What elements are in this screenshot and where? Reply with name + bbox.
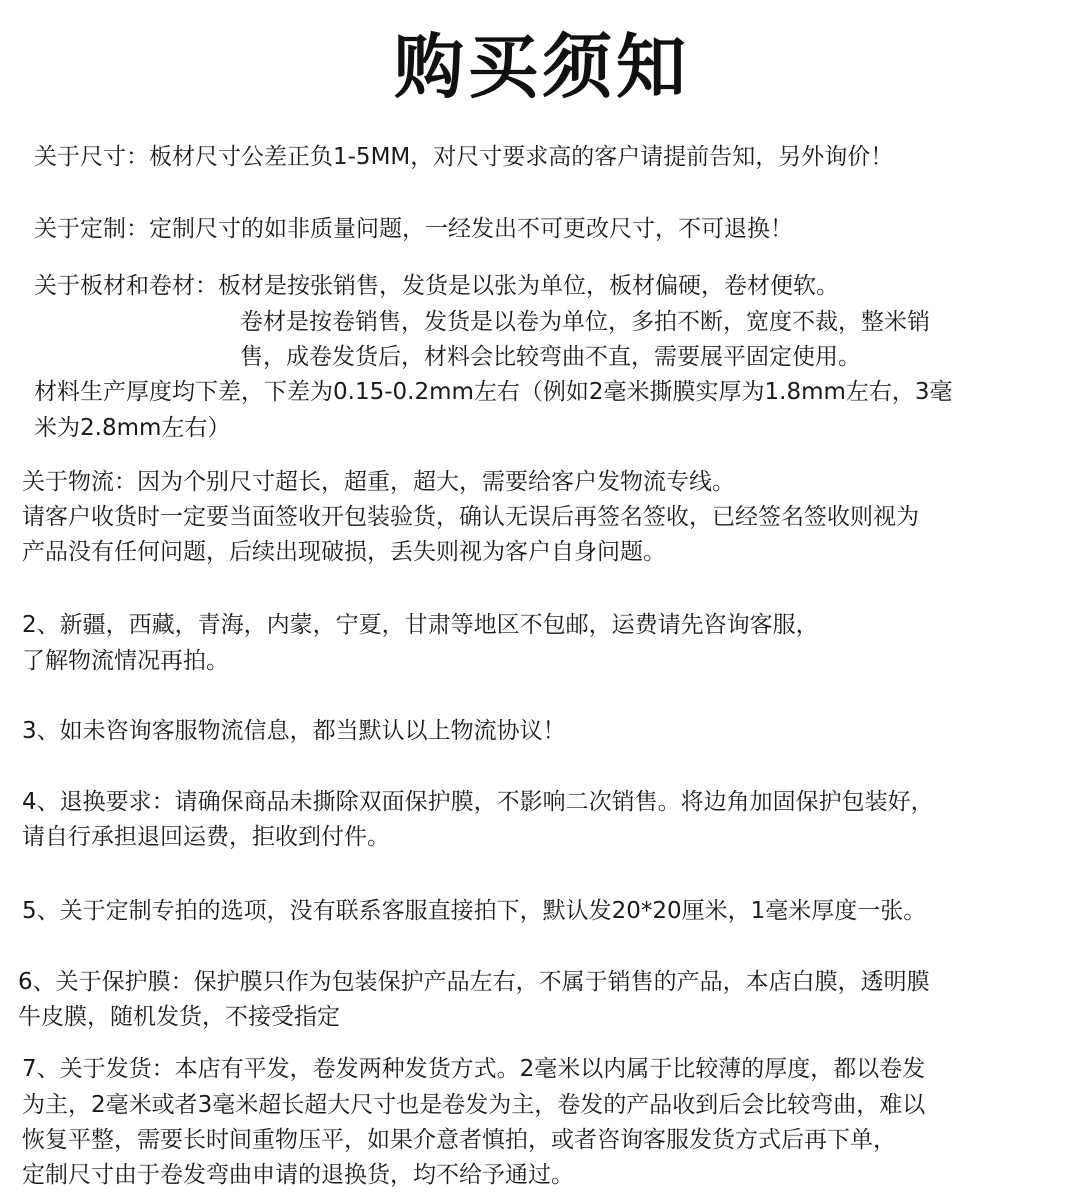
logistics-notice <box>22 466 735 498</box>
size-label: 关于尺寸： <box>34 144 149 170</box>
size-text: 板材尺寸公差正负1-5MM，对尺寸要求高的客户请提前告知，另外询价！ <box>149 144 894 170</box>
thickness-line-1: 材料生产厚度均下差，下差为0.15-0.2mm左右（例如2毫米撕膜实厚为1.8mm左右，3毫 <box>34 379 953 405</box>
item-2-line-1: 2、新疆，西藏，青海，内蒙，宁夏，甘肃等地区不包邮，运费请先咨询客服， <box>22 612 819 638</box>
item-7-line-1: 7、关于发货：本店有平发，卷发两种发货方式。2毫米以内属于比较薄的厚度，都以卷发 <box>22 1056 926 1082</box>
custom-notice <box>34 213 793 245</box>
item-2-line-2: 了解物流情况再拍。 <box>22 648 229 674</box>
sheet-roll-label: 关于板材和卷材： <box>34 273 218 299</box>
sheet-roll-line-2: 卷材是按卷销售，发货是以卷为单位，多拍不断，宽度不裁，整米销 <box>240 309 930 335</box>
item-7-line-3: 恢复平整，需要长时间重物压平，如果介意者慎拍，或者咨询客服发货方式后再下单， <box>22 1127 896 1153</box>
logistics-line-2: 请客户收货时一定要当面签收开包装验货，确认无误后再签名签收，已经签名签收则视为 <box>22 504 919 530</box>
thickness-line-2: 米为2.8mm左右） <box>34 415 231 441</box>
custom-text: 定制尺寸的如非质量问题，一经发出不可更改尺寸，不可退换！ <box>149 216 793 242</box>
item-7-line-4: 定制尺寸由于卷发弯曲申请的退换货，均不给予通过。 <box>22 1162 574 1188</box>
custom-label: 关于定制： <box>34 216 149 242</box>
logistics-line-1: 因为个别尺寸超长，超重，超大，需要给客户发物流专线。 <box>137 469 735 495</box>
sheet-roll-line-3: 售，成卷发货后，材料会比较弯曲不直，需要展平固定使用。 <box>240 344 861 370</box>
item-4-line-1: 4、退换要求：请确保商品未撕除双面保护膜，不影响二次销售。将边角加固保护包装好， <box>22 789 934 815</box>
page-title: 购买须知 <box>394 26 690 108</box>
item-6-line-1: 6、关于保护膜：保护膜只作为包装保护产品左右，不属于销售的产品，本店白膜，透明膜 <box>18 969 930 995</box>
item-5-line-1: 5、关于定制专拍的选项，没有联系客服直接拍下，默认发20*20厘米，1毫米厚度一张。 <box>22 898 927 924</box>
item-6-line-2: 牛皮膜，随机发货，不接受指定 <box>18 1004 340 1030</box>
logistics-label: 关于物流： <box>22 469 137 495</box>
sheet-roll-notice <box>34 270 839 302</box>
item-4-line-2: 请自行承担退回运费，拒收到付件。 <box>22 824 390 850</box>
logistics-line-3: 产品没有任何问题，后续出现破损，丢失则视为客户自身问题。 <box>22 539 666 565</box>
item-7-line-2: 为主，2毫米或者3毫米超长超大尺寸也是卷发为主，卷发的产品收到后会比较弯曲，难以 <box>22 1092 926 1118</box>
item-3-line-1: 3、如未咨询客服物流信息，都当默认以上物流协议！ <box>22 718 566 744</box>
sheet-roll-line-1: 板材是按张销售，发货是以张为单位，板材偏硬，卷材便软。 <box>218 273 839 299</box>
size-notice <box>34 141 893 173</box>
